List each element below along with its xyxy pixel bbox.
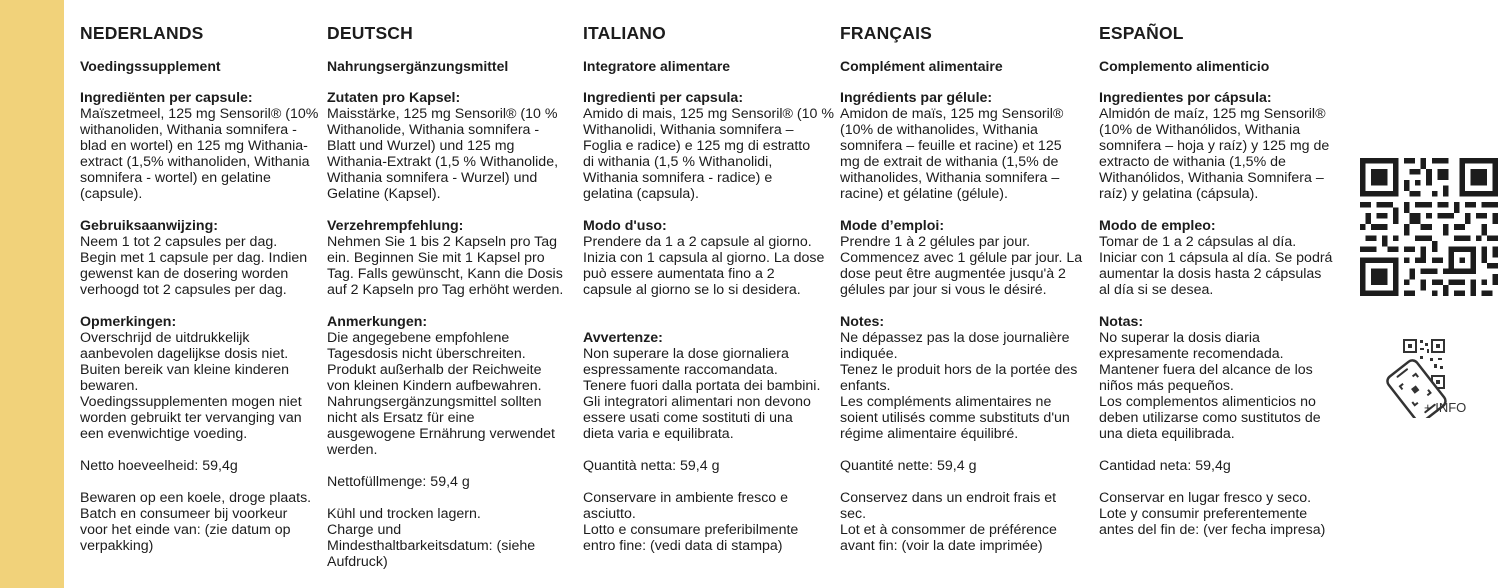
notes-section bbox=[327, 314, 582, 458]
usage-text: Prendre 1 à 2 gélules par jour. Commencez avec 1 gélule par jour. La dose peut être augmentée jusqu'à 2 gélules par jour si vous le désiré. bbox=[840, 234, 1083, 298]
notes-heading: Notas: bbox=[1099, 314, 1144, 330]
column-it bbox=[583, 22, 839, 554]
notes-text: Ne dépassez pas la dose journalière indiquée. Tenez le produit hors de la portée des enfants. Les compléments alimentaires ne soient utilisés comme substituts d'un régime alimentaire équilibré. bbox=[840, 330, 1078, 442]
language-heading: FRANÇAIS bbox=[840, 23, 933, 43]
usage-text: Nehmen Sie 1 bis 2 Kapseln pro Tag ein. Beginnen Sie mit 1 Kapsel pro Tag. Falls gewünscht, Kann die Dosis auf 2 Kapseln pro Tag erhöht werden. bbox=[327, 234, 564, 298]
notes-text: Non superare la dose giornaliera espressamente raccomandata. Tenere fuori dalla portata dei bambini. Gli integratori alimentari non devono essere usati come sostituti di una dieta varia e equilibrata. bbox=[583, 346, 821, 442]
storage-text: Bewaren op een koele, droge plaats. Batch en consumeer bij voorkeur voor het einde van: (zie datum op verpakking) bbox=[80, 490, 312, 554]
usage-heading: Modo de empleo: bbox=[1099, 218, 1216, 234]
notes-section bbox=[583, 330, 839, 442]
usage-heading: Mode d’emploi: bbox=[840, 218, 945, 234]
notes-heading: Anmerkungen: bbox=[327, 314, 428, 330]
ingredients-text: Maisstärke, 125 mg Sensoril® (10 % Withanolide, Withania somnifera - Blatt und Wurzel) und 125 mg Withania-Extrakt (1,5 % Withanolide, Withania somnifera - Wurzel) und Gelatine (Kapsel). bbox=[327, 106, 559, 202]
usage-section bbox=[1099, 218, 1349, 298]
ingredients-text: Maïszetmeel, 125 mg Sensoril® (10% withanoliden, Withania somnifera - blad en wortel) en 125 mg Withania- extract (1,5% withanoliden, Withania somnifera - wortel) en gelatine (capsule). bbox=[80, 106, 319, 202]
notes-section bbox=[80, 314, 325, 442]
notes-section bbox=[1099, 314, 1349, 442]
usage-text: Prendere da 1 a 2 capsule al giorno. Inizia con 1 capsula al giorno. La dose può essere aumentata fino a 2 capsule al giorno se lo si desidera. bbox=[583, 234, 825, 298]
ingredients-heading: Ingredientes por cápsula: bbox=[1099, 90, 1272, 106]
storage-text: Kühl und trocken lagern. Charge und Mindesthaltbarkeitsdatum: (siehe Aufdruck) bbox=[327, 506, 536, 570]
net-quantity: Nettofüllmenge: 59,4 g bbox=[327, 474, 470, 490]
notes-heading: Notes: bbox=[840, 314, 885, 330]
ingredients-text: Amido di mais, 125 mg Sensoril® (10 % Withanolidi, Withania somnifera – Foglia e radice) e 125 mg di estratto di withania (1,5 % Withanolidi, Withania somnifera - radice) e gelatina (capsula). bbox=[583, 106, 834, 202]
column-nl bbox=[80, 22, 325, 554]
net-quantity: Quantità netta: 59,4 g bbox=[583, 458, 720, 474]
label-edge-strip bbox=[0, 0, 64, 588]
ingredients-text: Amidon de maïs, 125 mg Sensoril® (10% de withanolides, Withania somnifera – feuille et racine) et 125 mg de extrait de withania (1,5% de withanolides, Withania somnifera – racine) et gélatine (gélule). bbox=[840, 106, 1064, 202]
ingredients-section bbox=[327, 90, 582, 202]
usage-text: Tomar de 1 a 2 cápsulas al día. Iniciar con 1 cápsula al día. Se podrá aumentar la dosis hasta 2 cápsulas al día si se desea. bbox=[1099, 234, 1333, 298]
qr-code-icon[interactable] bbox=[1360, 158, 1498, 296]
notes-text: Overschrijd de uitdrukkelijk aanbevolen dagelijkse dosis niet. Buiten bereik van kleine kinderen bewaren. Voedingssupplementen mogen niet worden gebruikt ter vervanging van een evenwichtige voeding. bbox=[80, 330, 302, 442]
usage-section bbox=[583, 218, 839, 298]
usage-text: Neem 1 tot 2 capsules per dag. Begin met 1 capsule per dag. Indien gewenst kan de dosering worden verhoogd tot 2 capsules per dag. bbox=[80, 234, 308, 298]
storage-text: Conservar en lugar fresco y seco. Lote y consumir preferentemente antes del fin de: (ver fecha impresa) bbox=[1099, 490, 1326, 538]
product-type: Complément alimentaire bbox=[840, 58, 1003, 74]
net-quantity: Quantité nette: 59,4 g bbox=[840, 458, 977, 474]
language-heading: DEUTSCH bbox=[327, 23, 413, 43]
storage-text: Conservez dans un endroit frais et sec. Lot et à consommer de préférence avant fin: (voir la date imprimée) bbox=[840, 490, 1057, 554]
usage-section bbox=[840, 218, 1098, 298]
column-es bbox=[1099, 22, 1349, 538]
notes-text: Die angegebene empfohlene Tagesdosis nicht überschreiten. Produkt außerhalb der Reichweite von kleinen Kindern aufbewahren. Nahrungsergänzungsmittel sollten nicht als Ersatz für eine ausgewogene Ernährung verwendet werden. bbox=[327, 330, 555, 458]
product-type: Nahrungsergänzungsmittel bbox=[327, 58, 509, 74]
product-type: Integratore alimentare bbox=[583, 58, 731, 74]
notes-heading: Opmerkingen: bbox=[80, 314, 177, 330]
language-heading: ESPAÑOL bbox=[1099, 23, 1184, 43]
ingredients-text: Almidón de maíz, 125 mg Sensoril® (10% de Withanólidos, Withania somnifera – hoja y raíz) y 125 mg de extracto de withania (1,5% de Withanólidos, Withania Somnifera – raíz) y gelatina (cápsula). bbox=[1099, 106, 1330, 202]
product-type: Complemento alimenticio bbox=[1099, 58, 1270, 74]
ingredients-section bbox=[80, 90, 325, 202]
usage-section bbox=[80, 218, 325, 298]
language-heading: ITALIANO bbox=[583, 23, 666, 43]
notes-section bbox=[840, 314, 1098, 442]
ingredients-heading: Ingrediënten per capsule: bbox=[80, 90, 253, 106]
net-quantity: Cantidad neta: 59,4g bbox=[1099, 458, 1231, 474]
net-quantity: Netto hoeveelheid: 59,4g bbox=[80, 458, 238, 474]
notes-heading: Avvertenze: bbox=[583, 330, 663, 346]
ingredients-heading: Ingrédients par gélule: bbox=[840, 90, 993, 106]
ingredients-heading: Ingredienti per capsula: bbox=[583, 90, 744, 106]
ingredients-heading: Zutaten pro Kapsel: bbox=[327, 90, 461, 106]
column-de bbox=[327, 22, 582, 570]
usage-section bbox=[327, 218, 582, 298]
ingredients-section bbox=[1099, 90, 1349, 202]
ingredients-section bbox=[840, 90, 1098, 202]
ingredients-section bbox=[583, 90, 839, 202]
usage-heading: Gebruiksaanwijzing: bbox=[80, 218, 218, 234]
language-heading: NEDERLANDS bbox=[80, 23, 204, 43]
column-fr bbox=[840, 22, 1098, 554]
usage-heading: Verzehrempfehlung: bbox=[327, 218, 464, 234]
usage-heading: Modo d'uso: bbox=[583, 218, 667, 234]
product-type: Voedingssupplement bbox=[80, 58, 221, 74]
info-label[interactable]: + INFO bbox=[1424, 400, 1467, 415]
notes-text: No superar la dosis diaria expresamente recomendada. Mantener fuera del alcance de los niños más pequeños. Los complementos alimenticios no deben utilizarse como sustitutos de una dieta equilibrada. bbox=[1099, 330, 1321, 442]
storage-text: Conservare in ambiente fresco e asciutto. Lotto e consumare preferibilmente entro fine: (vedi data di stampa) bbox=[583, 490, 799, 554]
